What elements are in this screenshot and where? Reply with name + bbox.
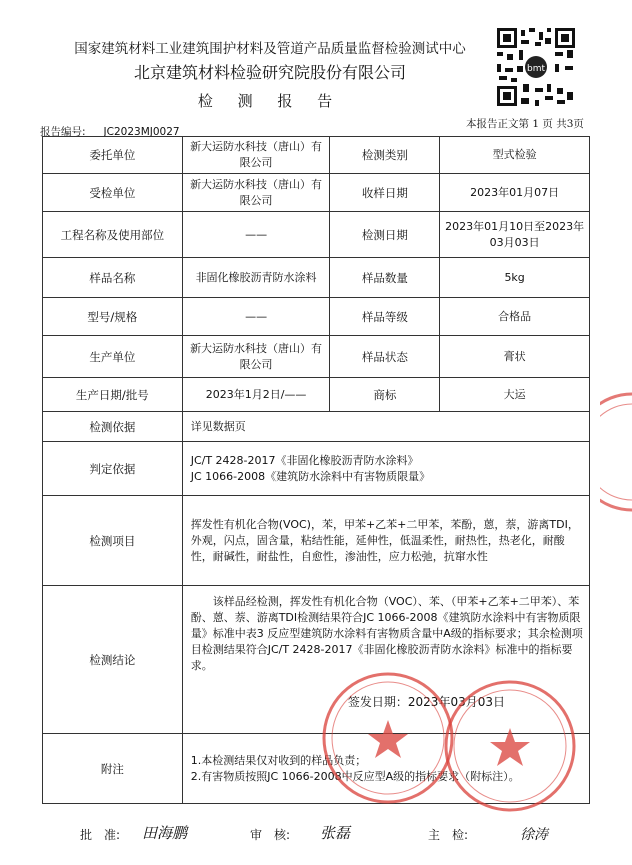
testing-center-name: 国家建筑材料工业建筑围护材料及管道产品质量监督检验测试中心	[74, 41, 466, 57]
state-value: 膏状	[440, 336, 590, 378]
client-value: 新大运防水科技（唐山）有限公司	[182, 137, 330, 174]
project-value: ——	[182, 212, 330, 258]
conclusion-label: 检测结论	[43, 586, 183, 734]
issue-date: 签发日期：2023年03月03日	[347, 695, 505, 709]
edge-seal-stamp	[600, 392, 632, 512]
project-label: 工程名称及使用部位	[43, 212, 183, 258]
remark-line-1: 1.本检测结果仅对收到的样品负责；	[190, 753, 367, 767]
test-type-label: 检测类别	[330, 137, 440, 174]
inspection-stamp	[318, 668, 458, 808]
items-value: 挥发性有机化合物(VOC)，苯，甲苯+乙苯+二甲苯，苯酚，蒽，萘，游离TDI，外观，闪点，固含量，粘结性能，延伸性，低温柔性，耐热性，热老化，耐酸性，耐碱性，耐盐性，自愈性，渗油性，应力松弛，抗窜水性	[182, 496, 589, 586]
report-number-label: 报告编号:	[40, 126, 86, 138]
main-inspector-label: 主 检:	[428, 828, 469, 842]
review-signature: 张磊	[320, 824, 351, 842]
basis-label: 检测依据	[43, 412, 183, 442]
test-type-value: 型式检验	[440, 137, 590, 174]
test-date-value: 2023年01月10日至2023年03月03日	[440, 212, 590, 258]
criteria-line-2: JC 1066-2008《建筑防水涂料中有害物质限量》	[190, 469, 431, 483]
institute-name: 北京建筑材料检验研究院股份有限公司	[133, 63, 406, 82]
basis-value: 详见数据页	[182, 412, 589, 442]
quantity-value: 5kg	[440, 258, 590, 298]
criteria-value	[182, 442, 589, 496]
qr-logo: bmt	[526, 64, 546, 74]
review-label: 审 核:	[250, 828, 291, 842]
brand-label: 商标	[330, 378, 440, 412]
inspected-value: 新大运防水科技（唐山）有限公司	[182, 174, 330, 212]
sample-label: 样品名称	[43, 258, 183, 298]
model-label: 型号/规格	[43, 298, 183, 336]
brand-value: 大运	[440, 378, 590, 412]
received-value: 2023年01月07日	[440, 174, 590, 212]
sample-value: 非固化橡胶沥青防水涂料	[182, 258, 330, 298]
maker-label: 生产单位	[43, 336, 183, 378]
report-number-value: JC2023MJ0027	[103, 126, 180, 138]
remark-line-2: 2.有害物质按照JC 1066-2008中反应型A级的指标要求（附标注）。	[190, 769, 520, 783]
inspected-label: 受检单位	[43, 174, 183, 212]
institute-stamp	[440, 676, 580, 816]
model-value: ——	[182, 298, 330, 336]
grade-label: 样品等级	[330, 298, 440, 336]
quantity-label: 样品数量	[330, 258, 440, 298]
main-inspector-signature: 徐涛	[520, 827, 548, 843]
production-date-value: 2023年1月2日/——	[182, 378, 330, 412]
criteria-line-1: JC/T 2428-2017《非固化橡胶沥青防水涂料》	[190, 453, 419, 467]
report-title: 检 测 报 告	[197, 92, 343, 110]
client-label: 委托单位	[43, 137, 183, 174]
items-label: 检测项目	[43, 496, 183, 586]
state-label: 样品状态	[330, 336, 440, 378]
maker-value: 新大运防水科技（唐山）有限公司	[182, 336, 330, 378]
grade-value: 合格品	[440, 298, 590, 336]
approve-signature: 田海鹏	[142, 824, 188, 842]
test-date-label: 检测日期	[330, 212, 440, 258]
received-label: 收样日期	[330, 174, 440, 212]
production-date-label: 生产日期/批号	[43, 378, 183, 412]
page-info: 本报告正文第 1 页 共3页	[466, 118, 584, 130]
approve-label: 批 准:	[80, 828, 121, 842]
criteria-label: 判定依据	[43, 442, 183, 496]
remarks-label: 附注	[43, 734, 183, 804]
qr-code	[495, 26, 577, 108]
conclusion-text: 该样品经检测，挥发性有机化合物（VOC）、苯、（甲苯+乙苯+二甲苯）、苯酚、蒽、萘、游离TDI检测结果符合JC 1066-2008《建筑防水涂料中有害物质限量》标准中表3 反应型建筑防水涂料有害物质含量中A级的指标要求；其余检测项目检测结果符合JC/T 2428-2017《非固化橡胶沥青防水涂料》标准中的指标要求。	[190, 595, 583, 672]
